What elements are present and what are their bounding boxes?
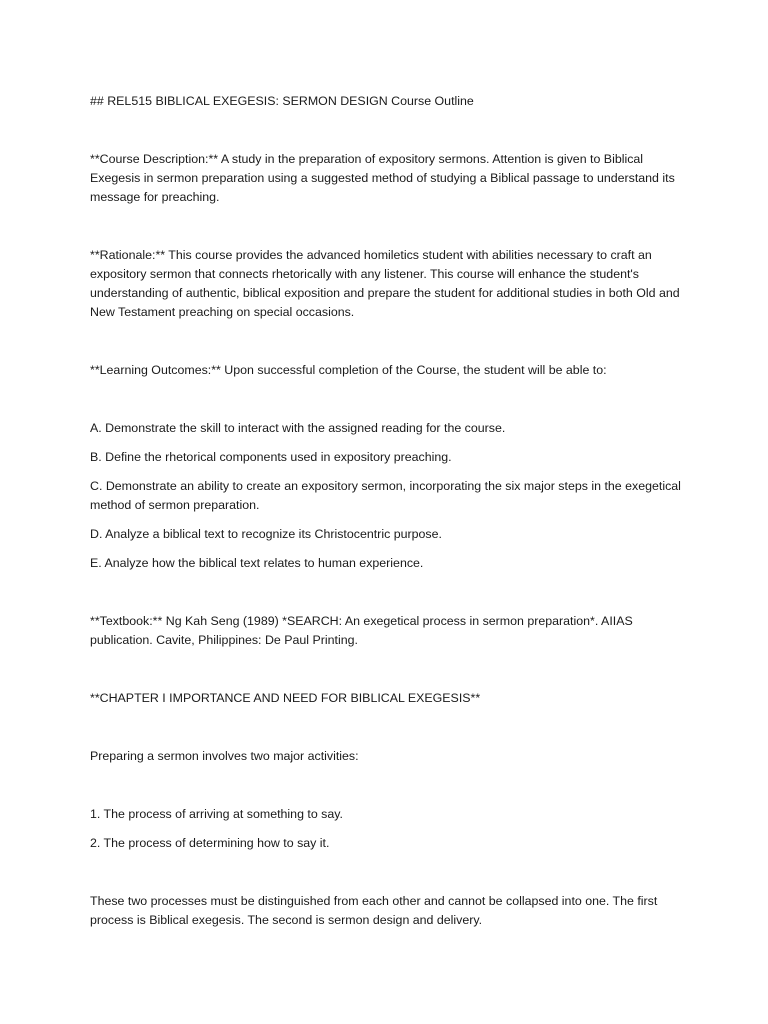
spacer [90,111,685,150]
activities-intro: Preparing a sermon involves two major activities: [90,749,359,763]
spacer [90,207,685,246]
outcome-item-c: C. Demonstrate an ability to create an expository sermon, incorporating the six major steps in the exegetical method of sermon preparation. [90,479,681,512]
spacer [90,853,685,892]
outcome-item-e: E. Analyze how the biblical text relates to human experience. [90,556,424,570]
spacer [90,824,685,834]
outcome-item-a: A. Demonstrate the skill to interact with the assigned reading for the course. [90,421,506,435]
spacer [90,573,685,612]
chapter-heading: **CHAPTER I IMPORTANCE AND NEED FOR BIBLICAL EXEGESIS** [90,691,481,705]
activity-item-2: 2. The process of determining how to say it. [90,836,330,850]
spacer [90,650,685,689]
document-page [90,92,685,930]
spacer [90,322,685,361]
spacer [90,544,685,554]
spacer [90,515,685,525]
textbook: **Textbook:** Ng Kah Seng (1989) *SEARCH: An exegetical process in sermon preparation*. AIIAS publication. Cavite, Philippines: De Paul Printing. [90,614,633,647]
spacer [90,380,685,419]
activity-item-1: 1. The process of arriving at something to say. [90,807,343,821]
document-heading: ## REL515 BIBLICAL EXEGESIS: SERMON DESIGN Course Outline [90,94,474,108]
closing-paragraph: These two processes must be distinguished from each other and cannot be collapsed into one. The first process is Biblical exegesis. The second is sermon design and delivery. [90,894,658,927]
spacer [90,438,685,448]
spacer [90,708,685,747]
learning-outcomes-intro: **Learning Outcomes:** Upon successful completion of the Course, the student will be able to: [90,363,607,377]
outcome-item-d: D. Analyze a biblical text to recognize its Christocentric purpose. [90,527,442,541]
spacer [90,467,685,477]
rationale: **Rationale:** This course provides the advanced homiletics student with abilities necessary to craft an expository sermon that connects rhetorically with any listener. This course will enhance the student's understanding of authentic, biblical exposition and prepare the student for additional studies in both Old and New Testament preaching on special occasions. [90,248,680,319]
spacer [90,766,685,805]
course-description: **Course Description:** A study in the preparation of expository sermons. Attention is given to Biblical Exegesis in sermon preparation using a suggested method of studying a Biblical passage to understand its message for preaching. [90,152,675,204]
outcome-item-b: B. Define the rhetorical components used in expository preaching. [90,450,452,464]
